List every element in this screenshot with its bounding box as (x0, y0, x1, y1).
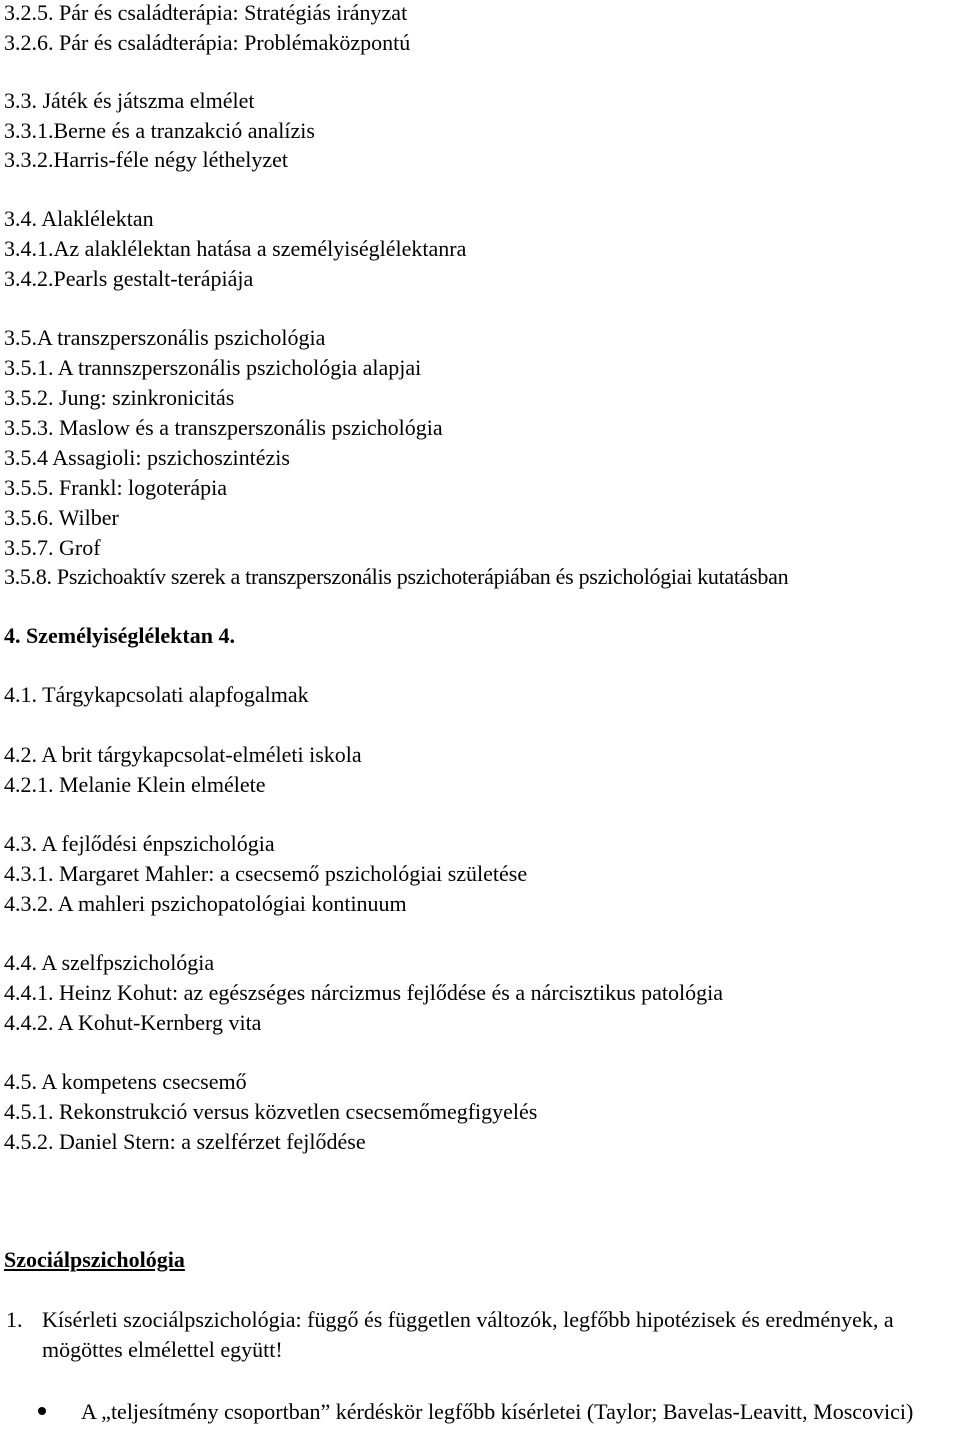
chapter-heading: 4. Személyiséglélektan 4. (4, 623, 235, 648)
toc-line: 4.4. A szelfpszichológia (4, 950, 215, 975)
list-item-number: 1. (6, 1307, 23, 1332)
toc-line: 3.5.7. Grof (4, 535, 101, 560)
toc-line: 4.3.1. Margaret Mahler: a csecsemő pszichológiai születése (4, 861, 528, 886)
bullet-icon (38, 1407, 46, 1415)
toc-line: 3.3. Játék és játszma elmélet (4, 88, 255, 113)
toc-line: 4.1. Tárgykapcsolati alapfogalmak (4, 682, 309, 707)
toc-line: 3.5.8. Pszichoaktív szerek a transzperszonális pszichoterápiában és pszichológiai kutatásban (4, 564, 789, 589)
toc-line: 3.3.2.Harris-féle négy léthelyzet (4, 147, 289, 172)
toc-line: 3.5.A transzperszonális pszichológia (4, 325, 326, 350)
toc-line: 3.4.2.Pearls gestalt-terápiája (4, 266, 254, 291)
toc-line: 4.3. A fejlődési énpszichológia (4, 831, 275, 856)
toc-line: 4.5. A kompetens csecsemő (4, 1069, 247, 1094)
toc-line: 3.5.3. Maslow és a transzperszonális pszichológia (4, 415, 443, 440)
toc-line: 3.4. Alaklélektan (4, 206, 154, 231)
bullet-item-text: A „teljesítmény csoportban” kérdéskör legfőbb kísérletei (Taylor; Bavelas-Leavitt, Moscovici) (81, 1399, 914, 1424)
section-title: Szociálpszichológia (4, 1247, 185, 1272)
toc-line: 3.3.1.Berne és a tranzakció analízis (4, 118, 315, 143)
toc-line: 4.5.1. Rekonstrukció versus közvetlen csecsemőmegfigyelés (4, 1099, 538, 1124)
toc-line: 4.2.1. Melanie Klein elmélete (4, 772, 266, 797)
toc-line: 4.4.2. A Kohut-Kernberg vita (4, 1010, 262, 1035)
toc-line: 4.2. A brit tárgykapcsolat-elméleti iskola (4, 742, 362, 767)
toc-line: 3.2.6. Pár és családterápia: Problémaközpontú (4, 30, 411, 55)
toc-line: 3.5.2. Jung: szinkronicitás (4, 385, 235, 410)
toc-line: 3.5.5. Frankl: logoterápia (4, 475, 228, 500)
toc-line: 3.5.4 Assagioli: pszichoszintézis (4, 445, 290, 470)
toc-line: 3.2.5. Pár és családterápia: Stratégiás irányzat (4, 0, 408, 25)
list-item-text: Kísérleti szociálpszichológia: függő és független változók, legfőbb hipotézisek és eredmények, a mögöttes elmélettel együtt! (42, 1307, 894, 1362)
toc-line: 4.5.2. Daniel Stern: a szelférzet fejlődése (4, 1129, 366, 1154)
toc-line: 3.5.1. A trannszperszonális pszichológia alapjai (4, 355, 422, 380)
toc-line: 3.4.1.Az alaklélektan hatása a személyiséglélektanra (4, 236, 467, 261)
toc-line: 4.3.2. A mahleri pszichopatológiai kontinuum (4, 891, 407, 916)
toc-line: 3.5.6. Wilber (4, 505, 119, 530)
toc-line: 4.4.1. Heinz Kohut: az egészséges nárcizmus fejlődése és a nárcisztikus patológia (4, 980, 724, 1005)
